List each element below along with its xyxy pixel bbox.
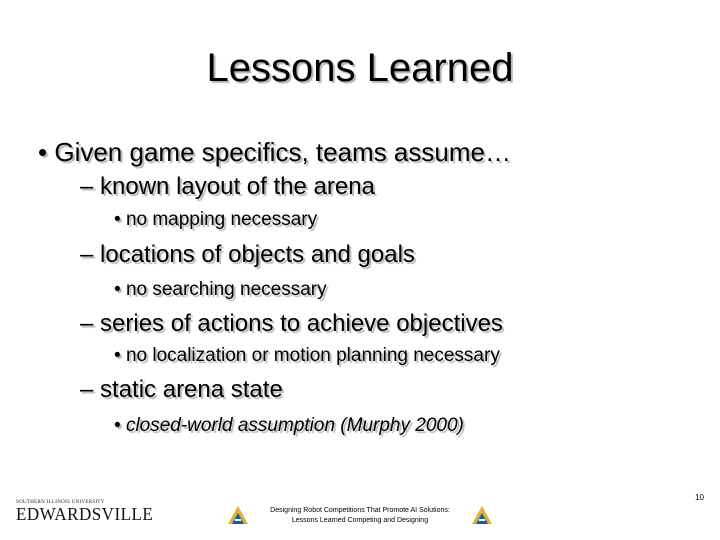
logo-small-text: SOUTHERN ILLINOIS UNIVERSITY xyxy=(16,500,105,505)
sub-bullet-text: static arena state xyxy=(100,376,283,403)
detail-bullet-3 xyxy=(114,344,500,368)
main-bullet xyxy=(38,136,511,168)
bullet-glyph: • xyxy=(114,345,121,366)
footer-line-1: Designing Robot Competitions That Promote AI Solutions: xyxy=(270,507,450,514)
bullet-glyph: • xyxy=(114,209,121,230)
bullet-glyph: • xyxy=(114,279,121,300)
slide-title: Lessons Learned xyxy=(206,46,514,90)
detail-bullet-1 xyxy=(114,208,317,232)
detail-bullet-4 xyxy=(114,414,464,438)
dash-glyph: – xyxy=(80,376,94,403)
university-logo xyxy=(16,500,154,526)
sub-bullet-1 xyxy=(80,172,375,202)
footer-text xyxy=(246,506,474,526)
bullet-glyph: • xyxy=(38,137,48,167)
dash-glyph: – xyxy=(80,173,94,200)
logo-big-text: EDWARDSVILLE xyxy=(16,504,154,525)
dash-glyph: – xyxy=(80,310,94,337)
main-bullet-text: Given game specifics, teams assume… xyxy=(54,137,511,167)
sub-bullet-4 xyxy=(80,375,283,405)
sub-bullet-text: series of actions to achieve objectives xyxy=(100,310,503,337)
sub-bullet-text: locations of objects and goals xyxy=(100,241,415,268)
sub-bullet-3 xyxy=(80,309,503,339)
bullet-glyph: • xyxy=(114,415,121,436)
slide-number: 10 xyxy=(695,493,704,502)
detail-bullet-text: closed-world assumption (Murphy 2000) xyxy=(125,415,464,436)
detail-bullet-text: no localization or motion planning necessary xyxy=(125,345,500,366)
sub-bullet-text: known layout of the arena xyxy=(100,173,375,200)
detail-bullet-text: no mapping necessary xyxy=(125,209,318,230)
footer-line-2: Lessons Learned Competing and Designing xyxy=(291,517,429,524)
sub-bullet-2 xyxy=(80,240,415,270)
detail-bullet-2 xyxy=(114,278,327,302)
detail-bullet-text: no searching necessary xyxy=(125,279,327,300)
dash-glyph: – xyxy=(80,241,94,268)
ai-logo-right-icon xyxy=(470,504,494,526)
